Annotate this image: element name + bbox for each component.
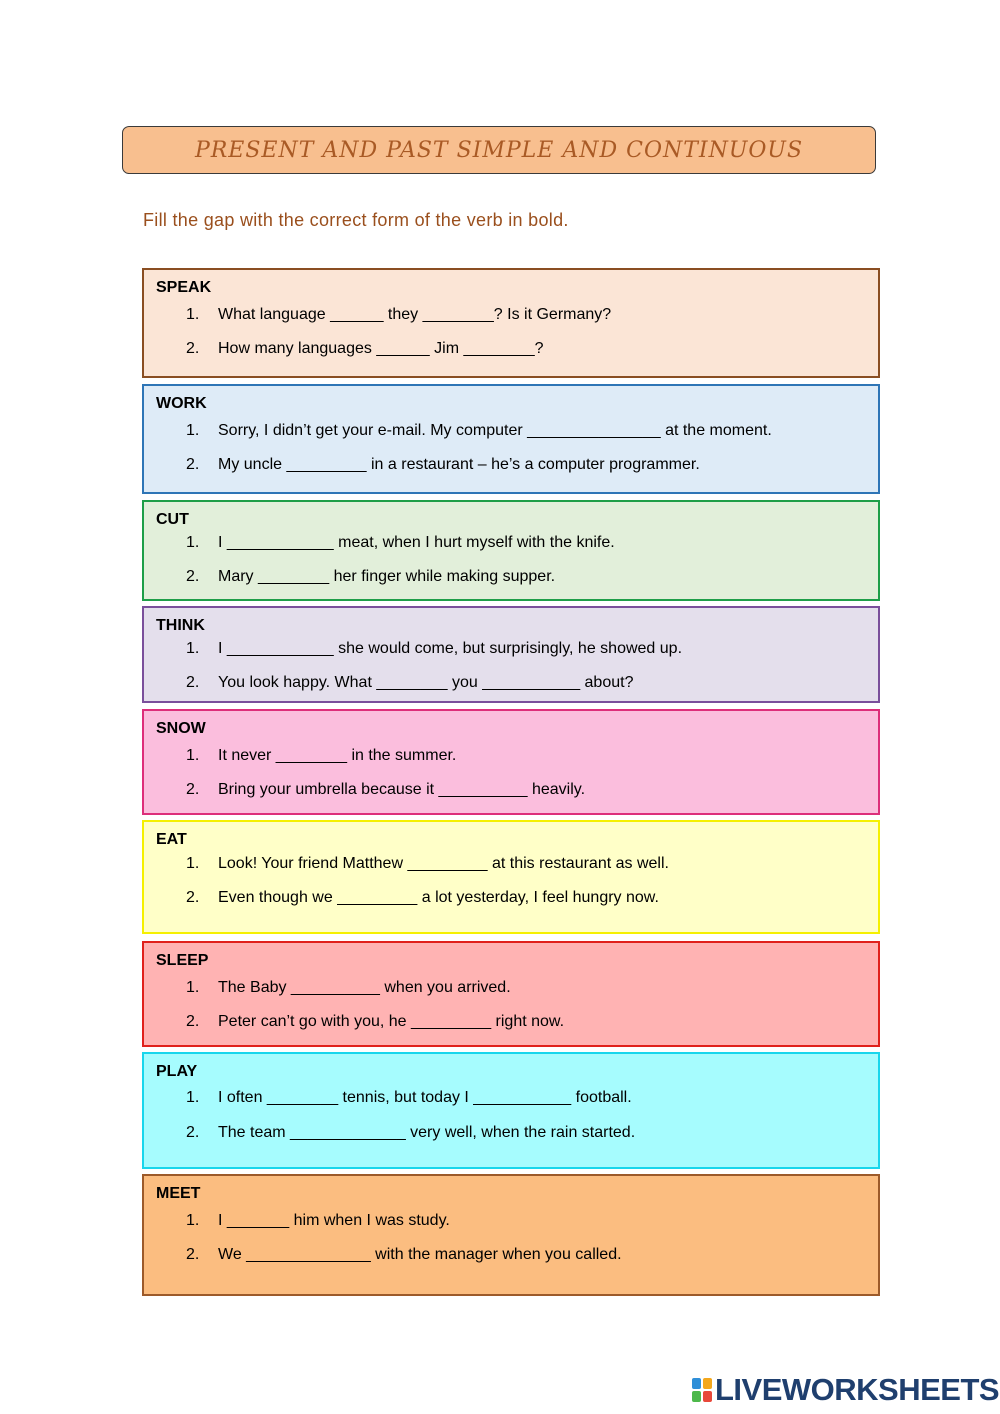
verb-label: MEET xyxy=(156,1185,201,1202)
item-text: Even though we _________ a lot yesterday, I feel hungry now. xyxy=(218,889,659,906)
verb-label: SLEEP xyxy=(156,952,209,969)
item-text: Mary ________ her finger while making supper. xyxy=(218,568,556,585)
item-number: 2. xyxy=(186,1124,200,1141)
verb-label: SPEAK xyxy=(156,279,212,296)
section-meet xyxy=(142,1174,880,1296)
item-text: What language ______ they ________? Is it Germany? xyxy=(218,306,612,323)
logo-square xyxy=(703,1378,712,1389)
item-text: Bring your umbrella because it __________ heavily. xyxy=(218,781,586,798)
item-text: My uncle _________ in a restaurant – he’s a computer programmer. xyxy=(218,456,700,473)
liveworksheets-logo-icon xyxy=(692,1378,712,1402)
item-text: I often ________ tennis, but today I ___________ football. xyxy=(218,1089,632,1106)
logo-square xyxy=(692,1391,701,1402)
verb-label: WORK xyxy=(156,395,207,412)
item-number: 2. xyxy=(186,1246,200,1263)
item-text: Look! Your friend Matthew _________ at this restaurant as well. xyxy=(218,855,669,872)
item-text: Peter can’t go with you, he _________ right now. xyxy=(218,1013,565,1030)
item-number: 2. xyxy=(186,568,200,585)
item-text: I ____________ meat, when I hurt myself with the knife. xyxy=(218,534,615,551)
item-number: 1. xyxy=(186,306,200,323)
question-item xyxy=(186,456,700,474)
item-number: 2. xyxy=(186,674,200,691)
section-speak xyxy=(142,268,880,378)
logo-square xyxy=(692,1378,701,1389)
verb-label: CUT xyxy=(156,511,189,528)
question-item xyxy=(186,534,615,552)
question-item xyxy=(186,979,511,997)
question-item xyxy=(186,306,611,324)
question-item xyxy=(186,422,772,440)
item-number: 1. xyxy=(186,855,200,872)
section-snow xyxy=(142,709,880,815)
logo-text: LIVEWORKSHEETS xyxy=(715,1372,1000,1407)
item-number: 1. xyxy=(186,534,200,551)
question-item xyxy=(186,855,669,873)
item-number: 1. xyxy=(186,1089,200,1106)
item-number: 2. xyxy=(186,1013,200,1030)
item-number: 2. xyxy=(186,781,200,798)
section-work xyxy=(142,384,880,494)
question-item xyxy=(186,781,585,799)
worksheet-title: PRESENT AND PAST SIMPLE AND CONTINUOUS xyxy=(194,137,804,163)
item-number: 2. xyxy=(186,456,200,473)
question-item xyxy=(186,1246,622,1264)
item-number: 1. xyxy=(186,979,200,996)
verb-label: EAT xyxy=(156,831,187,848)
title-box xyxy=(122,126,876,174)
item-text: I _______ him when I was study. xyxy=(218,1212,450,1229)
logo-square xyxy=(703,1391,712,1402)
section-eat xyxy=(142,820,880,934)
item-number: 1. xyxy=(186,640,200,657)
verb-label: PLAY xyxy=(156,1063,198,1080)
item-text: Sorry, I didn’t get your e-mail. My computer _______________ at the moment. xyxy=(218,422,772,439)
question-item xyxy=(186,1089,632,1107)
item-text: It never ________ in the summer. xyxy=(218,747,457,764)
question-item xyxy=(186,640,682,658)
item-number: 1. xyxy=(186,422,200,439)
item-number: 2. xyxy=(186,889,200,906)
item-text: The team _____________ very well, when the rain started. xyxy=(218,1124,636,1141)
item-text: We ______________ with the manager when you called. xyxy=(218,1246,622,1263)
item-text: The Baby __________ when you arrived. xyxy=(218,979,511,996)
question-item xyxy=(186,889,659,907)
item-text: You look happy. What ________ you ___________ about? xyxy=(218,674,634,691)
item-number: 2. xyxy=(186,340,200,357)
section-think xyxy=(142,606,880,703)
question-item xyxy=(186,340,544,358)
verb-label: SNOW xyxy=(156,720,206,737)
question-item xyxy=(186,747,456,765)
question-item xyxy=(186,1013,564,1031)
item-number: 1. xyxy=(186,747,200,764)
liveworksheets-logo[interactable] xyxy=(692,1373,999,1407)
item-text: How many languages ______ Jim ________? xyxy=(218,340,544,357)
question-item xyxy=(186,568,555,586)
question-item xyxy=(186,1212,450,1230)
section-cut xyxy=(142,500,880,601)
section-sleep xyxy=(142,941,880,1047)
instruction-text: Fill the gap with the correct form of the verb in bold. xyxy=(143,210,569,230)
section-play xyxy=(142,1052,880,1169)
item-text: I ____________ she would come, but surprisingly, he showed up. xyxy=(218,640,683,657)
verb-label: THINK xyxy=(156,617,205,634)
item-number: 1. xyxy=(186,1212,200,1229)
question-item xyxy=(186,1124,635,1142)
question-item xyxy=(186,674,633,692)
